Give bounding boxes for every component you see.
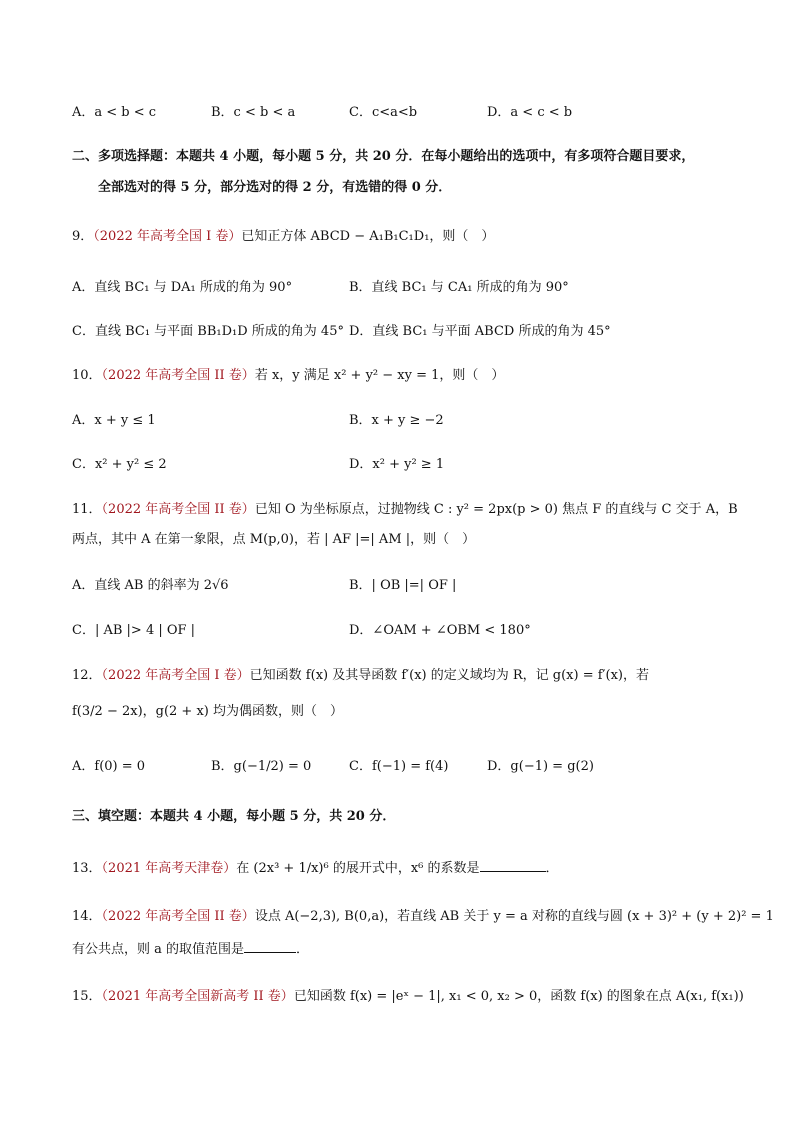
q15-stem: [72, 988, 744, 1006]
q13-stem: 13．（2021 年高考天津卷）在 (2x³ + 1/x)⁶ 的展开式中，x⁶ 的系数是 ．: [72, 857, 559, 878]
q14-text1: 设点 A(−2,3), B(0,a)，若直线 AB 关于 y = a 对称的直线与圆 (x + 3)² + (y + 2)² = 1: [254, 909, 774, 924]
q14-source: （2022 年高考全国 II 卷）: [101, 909, 255, 924]
q8-option-b: B．c < b < a: [211, 105, 296, 120]
q13-answer-blank: [480, 857, 546, 872]
section2-heading-line2: 全部选对的得 5 分，部分选对的得 2 分，有选错的得 0 分．: [98, 180, 452, 195]
q12-text1: 已知函数 f(x) 及其导函数 f′(x) 的定义域均为 R，记 g(x) = f′(x)，若: [249, 668, 649, 683]
q13-number: 13．: [72, 861, 102, 876]
q10-option-c: C．x² + y² ≤ 2: [72, 457, 167, 472]
q11-number: 11．: [72, 502, 102, 517]
q10-stem: [72, 367, 504, 385]
q11-option-c: C．| AB |> 4 | OF |: [72, 623, 196, 638]
q13-text: 在 (2x³ + 1/x)⁶ 的展开式中，x⁶ 的系数是: [236, 861, 480, 876]
q9-source: （2022 年高考全国 I 卷）: [93, 229, 242, 244]
q11-option-b: B．| OB |=| OF |: [349, 578, 457, 593]
q11-stem-line2: 两点，其中 A 在第一象限，点 M(p,0)，若 | AF |=| AM |，则（ ）: [72, 532, 476, 547]
q12-stem-line2: f(3/2 − 2x)，g(2 + x) 均为偶函数，则（ ）: [72, 704, 343, 719]
q9-number: 9．: [72, 229, 94, 244]
q14-stem-line1: [72, 908, 774, 926]
q9-option-d: D．直线 BC₁ 与平面 ABCD 所成的角为 45°: [349, 324, 611, 339]
q12-option-b: B．g(−1/2) = 0: [211, 759, 312, 774]
q12-stem-line1: [72, 667, 649, 685]
q9-option-c: C．直线 BC₁ 与平面 BB₁D₁D 所成的角为 45°: [72, 324, 344, 339]
section2-heading-line1: 二、多项选择题：本题共 4 小题，每小题 5 分，共 20 分．在每小题给出的选项中，有多项符合题目要求，: [72, 149, 695, 164]
q10-option-d: D．x² + y² ≥ 1: [349, 457, 445, 472]
q15-number: 15．: [72, 989, 102, 1004]
q9-stem: [72, 228, 494, 246]
q10-source: （2022 年高考全国 II 卷）: [101, 368, 255, 383]
q12-source: （2022 年高考全国 I 卷）: [101, 668, 250, 683]
q11-option-d: D．∠OAM + ∠OBM < 180°: [349, 623, 531, 638]
q11-source: （2022 年高考全国 II 卷）: [101, 502, 255, 517]
q15-source: （2021 年高考全国新高考 II 卷）: [101, 989, 294, 1004]
section3-heading: 三、填空题：本题共 4 小题，每小题 5 分，共 20 分．: [72, 809, 396, 824]
q15-text: 已知函数 f(x) = |eˣ − 1|, x₁ < 0, x₂ > 0，函数 f(x) 的图象在点 A(x₁, f(x₁)): [293, 989, 744, 1004]
q11-text1: 已知 O 为坐标原点，过抛物线 C : y² = 2px(p > 0) 焦点 F 的直线与 C 交于 A，B: [254, 502, 738, 517]
q11-option-a: A．直线 AB 的斜率为 2√6: [72, 578, 229, 593]
q12-option-a: A．f(0) = 0: [72, 759, 146, 774]
q9-option-b: B．直线 BC₁ 与 CA₁ 所成的角为 90°: [349, 280, 569, 295]
q14-text2: 有公共点，则 a 的取值范围是: [72, 942, 245, 957]
q14-stem-line2: 有公共点，则 a 的取值范围是 ．: [72, 938, 309, 959]
q8-option-c: C．c<a<b: [349, 105, 418, 120]
q10-number: 10．: [72, 368, 102, 383]
q10-text: 若 x，y 满足 x² + y² − xy = 1，则（ ）: [254, 368, 505, 383]
q12-number: 12．: [72, 668, 102, 683]
q14-number: 14．: [72, 909, 102, 924]
q10-option-a: A．x + y ≤ 1: [72, 413, 156, 428]
q14-answer-blank: [244, 938, 296, 953]
q8-option-a: A．a < b < c: [72, 105, 157, 120]
q8-option-d: D．a < c < b: [487, 105, 573, 120]
q10-option-b: B．x + y ≥ −2: [349, 413, 444, 428]
q12-option-d: D．g(−1) = g(2): [487, 759, 594, 774]
q9-text: 已知正方体 ABCD − A₁B₁C₁D₁，则（ ）: [241, 229, 495, 244]
q11-stem-line1: [72, 501, 738, 519]
q13-source: （2021 年高考天津卷）: [101, 861, 237, 876]
q12-option-c: C．f(−1) = f(4): [349, 759, 449, 774]
q9-option-a: A．直线 BC₁ 与 DA₁ 所成的角为 90°: [72, 280, 293, 295]
